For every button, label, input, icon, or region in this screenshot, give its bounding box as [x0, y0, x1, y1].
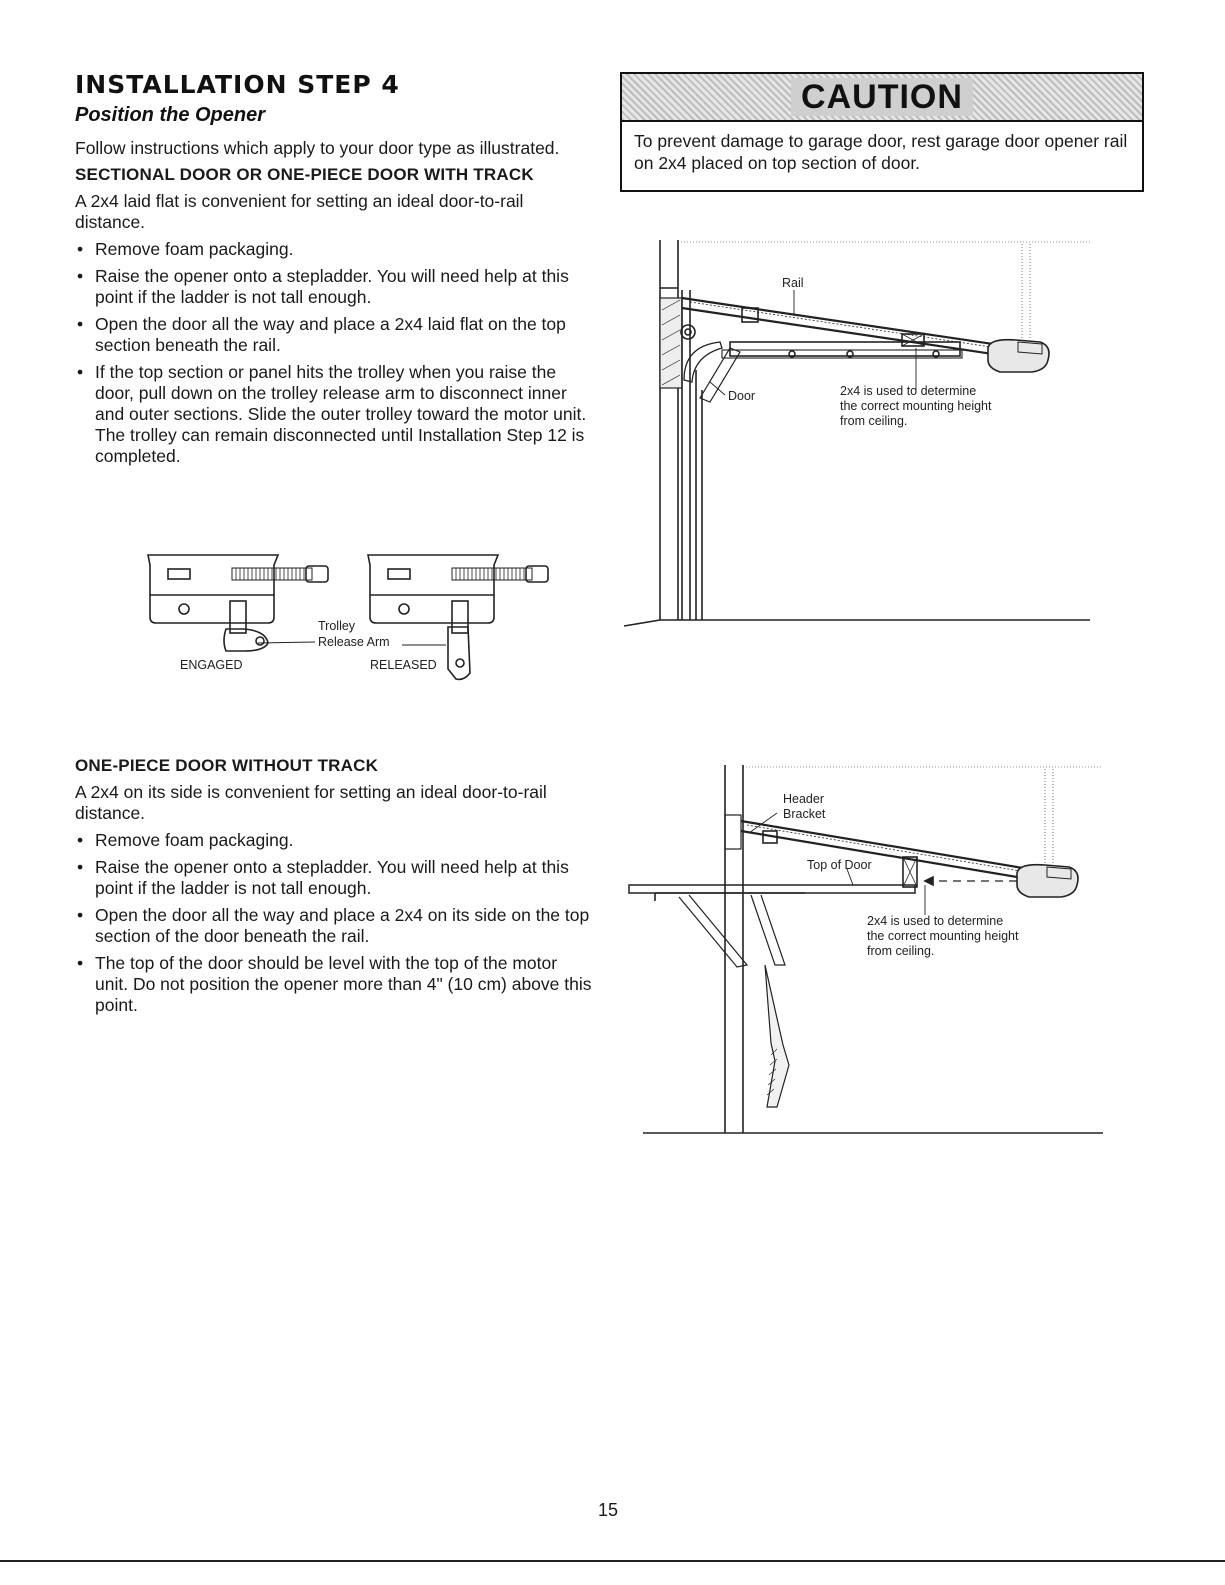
- mounting-height-label-line1: 2x4 is used to determine: [867, 914, 1004, 928]
- section1-block: [75, 138, 595, 473]
- page-number: 15: [598, 1500, 619, 1520]
- section1-intro: A 2x4 laid flat is convenient for setting an ideal door-to-rail distance.: [75, 191, 524, 232]
- section2-bullet-list: [75, 830, 595, 1016]
- step-title: INSTALLATION STEP 4: [75, 70, 400, 99]
- intro-text: Follow instructions which apply to your door type as illustrated.: [75, 138, 560, 158]
- list-item: • Raise the opener onto a stepladder. You will need help at this point if the ladder is not tall enough.: [75, 266, 595, 308]
- section1-heading: SECTIONAL DOOR OR ONE-PIECE DOOR WITH TRACK: [75, 165, 534, 184]
- caution-title: CAUTION: [791, 78, 973, 116]
- bracket-label: Bracket: [783, 807, 826, 821]
- trolley-illustration: [140, 545, 560, 685]
- bottom-divider: [0, 1560, 1225, 1562]
- top-of-door-label: Top of Door: [807, 858, 872, 872]
- section2-block: [75, 755, 595, 1022]
- door-label: Door: [728, 389, 756, 403]
- mounting-height-label-line1: 2x4 is used to determine: [840, 384, 977, 398]
- list-item: • Open the door all the way and place a 2x4 on its side on the top section of the door beneath the rail.: [75, 905, 595, 947]
- engaged-trolley-drawing: [148, 555, 328, 651]
- mounting-height-label-line2: the correct mounting height: [867, 929, 1019, 943]
- caution-box: [620, 72, 1144, 192]
- list-item: • If the top section or panel hits the trolley when you raise the door, pull down on the trolley release arm to disconnect inner and outer sections. Slide the outer trolley toward the motor unit. The trolley can remain disconnected until Installation Step 12 is completed.: [75, 362, 595, 467]
- one-piece-door-figure: [625, 755, 1110, 1140]
- engaged-label: ENGAGED: [180, 658, 243, 672]
- mounting-height-label-line3: from ceiling.: [840, 414, 908, 428]
- trolley-label: Trolley: [318, 619, 356, 633]
- sectional-door-figure: [620, 230, 1100, 635]
- step-subtitle: Position the Opener: [75, 104, 266, 126]
- section2-heading: ONE-PIECE DOOR WITHOUT TRACK: [75, 756, 379, 775]
- mounting-height-label-line3: from ceiling.: [867, 944, 935, 958]
- caution-banner: [622, 74, 1142, 122]
- section1-bullet-list: [75, 239, 595, 467]
- released-label: RELEASED: [370, 658, 437, 672]
- list-item: • Remove foam packaging.: [75, 830, 595, 851]
- rail-label: Rail: [782, 276, 804, 290]
- mounting-height-label-line2: the correct mounting height: [840, 399, 992, 413]
- caution-text: To prevent damage to garage door, rest garage door opener rail on 2x4 placed on top section of door.: [634, 131, 1128, 173]
- list-item: • The top of the door should be level with the top of the motor unit. Do not position the opener more than 4" (10 cm) above this point.: [75, 953, 595, 1016]
- list-item: • Open the door all the way and place a 2x4 laid flat on the top section beneath the rail.: [75, 314, 595, 356]
- release-arm-label: Release Arm: [318, 635, 390, 649]
- list-item: • Remove foam packaging.: [75, 239, 595, 260]
- header-label: Header: [783, 792, 824, 806]
- list-item: • Raise the opener onto a stepladder. You will need help at this point if the ladder is not tall enough.: [75, 857, 595, 899]
- section2-intro: A 2x4 on its side is convenient for setting an ideal door-to-rail distance.: [75, 782, 547, 823]
